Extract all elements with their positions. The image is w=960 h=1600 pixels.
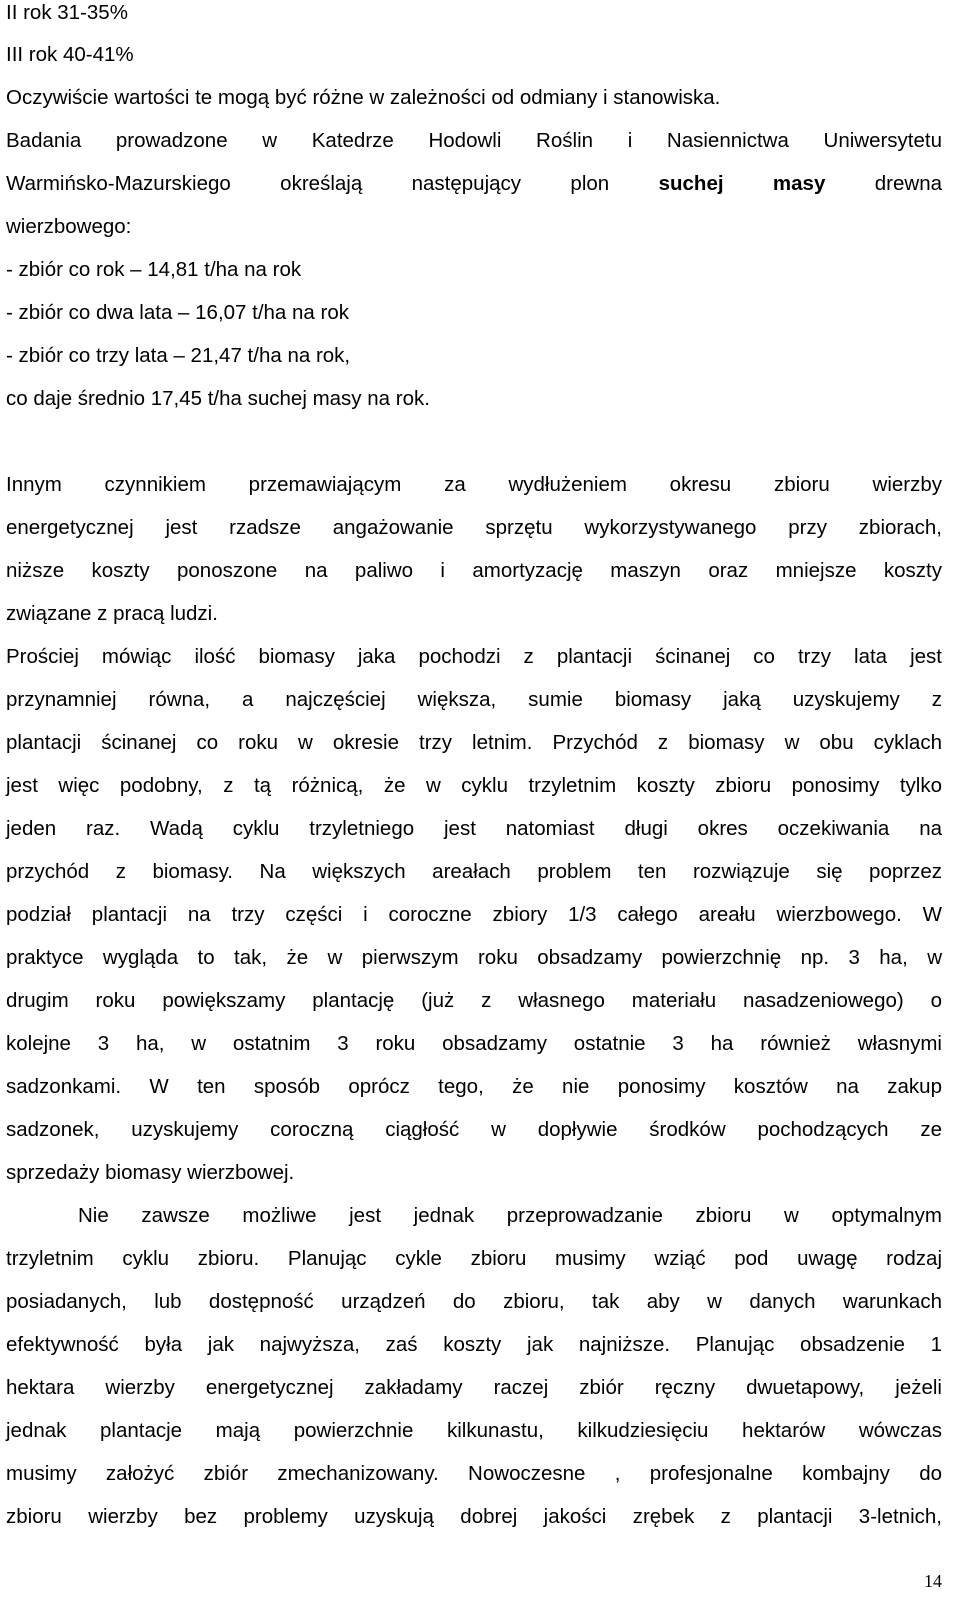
list-item-triennial: - zbiór co trzy lata – 21,47 t/ha na rok,	[6, 344, 351, 367]
paragraph-line: jeden raz. Wadą cyklu trzyletniego jest natomiast długi okres oczekiwania na	[6, 817, 942, 840]
text-span: drewna	[825, 172, 943, 195]
text-line-research: Badania prowadzone w Katedrze Hodowli Roślin i Nasiennictwa Uniwersytetu	[6, 129, 942, 152]
paragraph-line: kolejne 3 ha, w ostatnim 3 roku obsadzamy ostatnie 3 ha również własnymi	[6, 1032, 942, 1055]
paragraph-line: Nie zawsze możliwe jest jednak przeprowadzanie zbioru w optymalnym	[78, 1204, 942, 1227]
paragraph-line: przychód z biomasy. Na większych areałach problem ten rozwiązuje się poprzez	[6, 860, 942, 883]
text-line-yield-year-3: III rok 40-41%	[6, 43, 134, 66]
paragraph-line: Prościej mówiąc ilość biomasy jaka pochodzi z plantacji ścinanej co trzy lata jest	[6, 645, 942, 668]
paragraph-line: niższe koszty ponoszone na paliwo i amortyzację maszyn oraz mniejsze koszty	[6, 559, 942, 582]
paragraph-line: przynamniej równa, a najczęściej większa, sumie biomasy jaką uzyskujemy z	[6, 688, 942, 711]
paragraph-line: posiadanych, lub dostępność urządzeń do zbioru, tak aby w danych warunkach	[6, 1290, 942, 1313]
paragraph-line: podział plantacji na trzy części i coroczne zbiory 1/3 całego areału wierzbowego. W	[6, 903, 942, 926]
list-item-biennial: - zbiór co dwa lata – 16,07 t/ha na rok	[6, 301, 350, 324]
paragraph-line: zbioru wierzby bez problemy uzyskują dobrej jakości zrębek z plantacji 3-letnich,	[6, 1505, 942, 1528]
paragraph-line: sadzonek, uzyskujemy coroczną ciągłość w dopływie środków pochodzących ze	[6, 1118, 942, 1141]
paragraph-line: hektara wierzby energetycznej zakładamy raczej zbiór ręczny dwuetapowy, jeżeli	[6, 1376, 942, 1399]
text-line-research-cont	[6, 172, 942, 196]
bold-term: suchej masy	[658, 172, 826, 195]
paragraph-line: Innym czynnikiem przemawiającym za wydłużeniem okresu zbioru wierzby	[6, 473, 942, 496]
paragraph-line: energetycznej jest rzadsze angażowanie sprzętu wykorzystywanego przy zbiorach,	[6, 516, 942, 539]
paragraph-line: związane z pracą ludzi.	[6, 602, 218, 625]
paragraph-line: musimy założyć zbiór zmechanizowany. Nowoczesne , profesjonalne kombajny do	[6, 1462, 942, 1485]
paragraph-line: drugim roku powiększamy plantację (już z własnego materiału nasadzeniowego) o	[6, 989, 942, 1012]
text-line-average: co daje średnio 17,45 t/ha suchej masy na rok.	[6, 387, 430, 410]
list-item-annual: - zbiór co rok – 14,81 t/ha na rok	[6, 258, 302, 281]
paragraph-line: plantacji ścinanej co roku w okresie trzy letnim. Przychód z biomasy w obu cyklach	[6, 731, 942, 754]
text-line-yield-year-2: II rok 31-35%	[6, 1, 128, 24]
text-line-variety-note: Oczywiście wartości te mogą być różne w zależności od odmiany i stanowiska.	[6, 86, 721, 109]
paragraph-line: sprzedaży biomasy wierzbowej.	[6, 1161, 295, 1184]
paragraph-line: sadzonkami. W ten sposób oprócz tego, że nie ponosimy kosztów na zakup	[6, 1075, 942, 1098]
paragraph-line: trzyletnim cyklu zbioru. Planując cykle zbioru musimy wziąć pod uwagę rodzaj	[6, 1247, 942, 1270]
text-line-research-end: wierzbowego:	[6, 215, 132, 238]
text-span: Warmińsko-Mazurskiego określają następujący plon	[6, 172, 659, 195]
page-number: 14	[924, 1571, 942, 1591]
paragraph-line: praktyce wygląda to tak, że w pierwszym roku obsadzamy powierzchnię np. 3 ha, w	[6, 946, 942, 969]
paragraph-line: efektywność była jak najwyższa, zaś koszty jak najniższe. Planując obsadzenie 1	[6, 1333, 942, 1356]
paragraph-line: jednak plantacje mają powierzchnie kilkunastu, kilkudziesięciu hektarów wówczas	[6, 1419, 942, 1442]
paragraph-line: jest więc podobny, z tą różnicą, że w cyklu trzyletnim koszty zbioru ponosimy tylko	[6, 774, 942, 797]
